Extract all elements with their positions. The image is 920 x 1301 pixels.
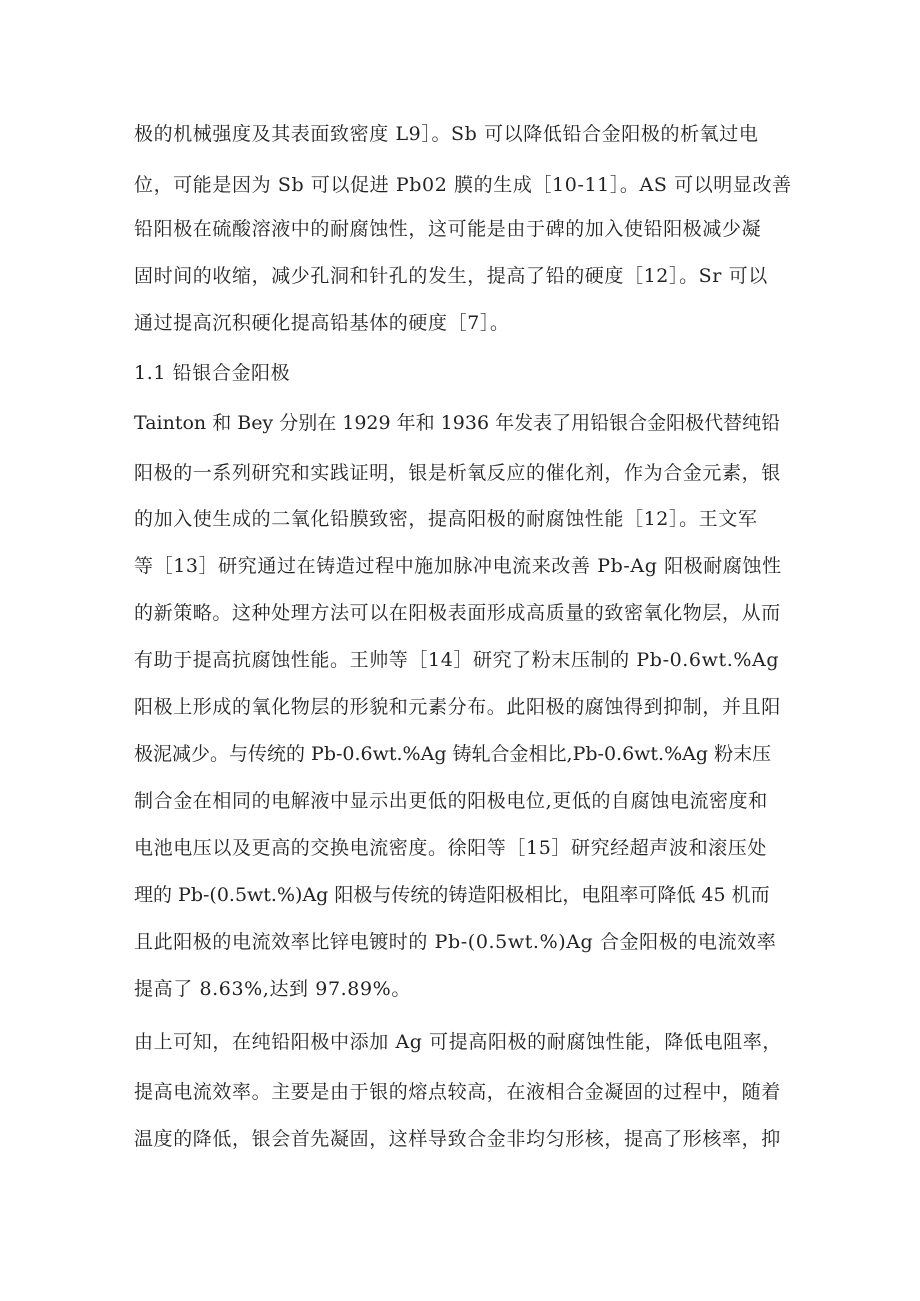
- paragraph-2-line: 的加入使生成的二氧化铅膜致密，提高阳极的耐腐蚀性能［12］。王文军: [134, 508, 758, 530]
- paragraph-2-line: 且此阳极的电流效率比锌电镀时的 Pb-(0.5wt.%)Ag 合金阳极的电流效率: [134, 931, 777, 953]
- paragraph-1-line: 通过提高沉积硬化提高铅基体的硬度［7］。: [134, 312, 510, 334]
- paragraph-1-line: 铅阳极在硫酸溶液中的耐腐蚀性，这可能是由于碑的加入使铅阳极减少凝: [134, 218, 762, 240]
- paragraph-2-line: Tainton 和 Bey 分别在 1929 年和 1936 年发表了用铅银合金阳极代替纯铅: [134, 412, 781, 434]
- paragraph-2-line: 的新策略。这种处理方法可以在阳极表面形成高质量的致密氧化物层，从而: [134, 602, 781, 624]
- paragraph-2-line: 有助于提高抗腐蚀性能。王帅等［14］研究了粉末压制的 Pb-0.6wt.%Ag: [134, 649, 780, 671]
- paragraph-2-line: 阳极的一系列研究和实践证明，银是析氧反应的催化剂，作为合金元素，银: [134, 462, 781, 484]
- paragraph-2-line: 阳极上形成的氧化物层的形貌和元素分布。此阳极的腐蚀得到抑制，并且阳: [134, 696, 781, 718]
- paragraph-2-line: 理的 Pb-(0.5wt.%)Ag 阳极与传统的铸造阳极相比，电阻率可降低 45 机而: [134, 884, 770, 906]
- paragraph-1-line: 固时间的收缩，减少孔洞和针孔的发生，提高了铅的硬度［12］。Sr 可以: [134, 265, 768, 287]
- section-heading: 1.1 铅银合金阳极: [134, 362, 291, 384]
- paragraph-2-line: 极泥减少。与传统的 Pb-0.6wt.%Ag 铸轧合金相比,Pb-0.6wt.%Ag 粉末压: [134, 743, 772, 765]
- paragraph-3-line: 提高电流效率。主要是由于银的熔点较高，在液相合金凝固的过程中，随着: [134, 1081, 781, 1103]
- paragraph-1-line: 极的机械强度及其表面致密度 L9］。Sb 可以降低铅合金阳极的析氧过电: [134, 123, 759, 145]
- paragraph-1-line: 位，可能是因为 Sb 可以促进 Pb02 膜的生成［10-11］。AS 可以明显改善: [134, 174, 792, 196]
- paragraph-2-line: 等［13］研究通过在铸造过程中施加脉冲电流来改善 Pb-Ag 阳极耐腐蚀性: [134, 555, 782, 577]
- paragraph-2-line: 提高了 8.63%,达到 97.89%。: [134, 978, 411, 1000]
- paragraph-3-line: 由上可知，在纯铅阳极中添加 Ag 可提高阳极的耐腐蚀性能，降低电阻率，: [134, 1031, 782, 1053]
- paragraph-2-line: 电池电压以及更高的交换电流密度。徐阳等［15］研究经超声波和滚压处: [134, 837, 767, 859]
- paragraph-3-line: 温度的降低，银会首先凝固，这样导致合金非均匀形核，提高了形核率，抑: [134, 1128, 781, 1150]
- paragraph-2-line: 制合金在相同的电解液中显示出更低的阳极电位,更低的自腐蚀电流密度和: [134, 790, 768, 812]
